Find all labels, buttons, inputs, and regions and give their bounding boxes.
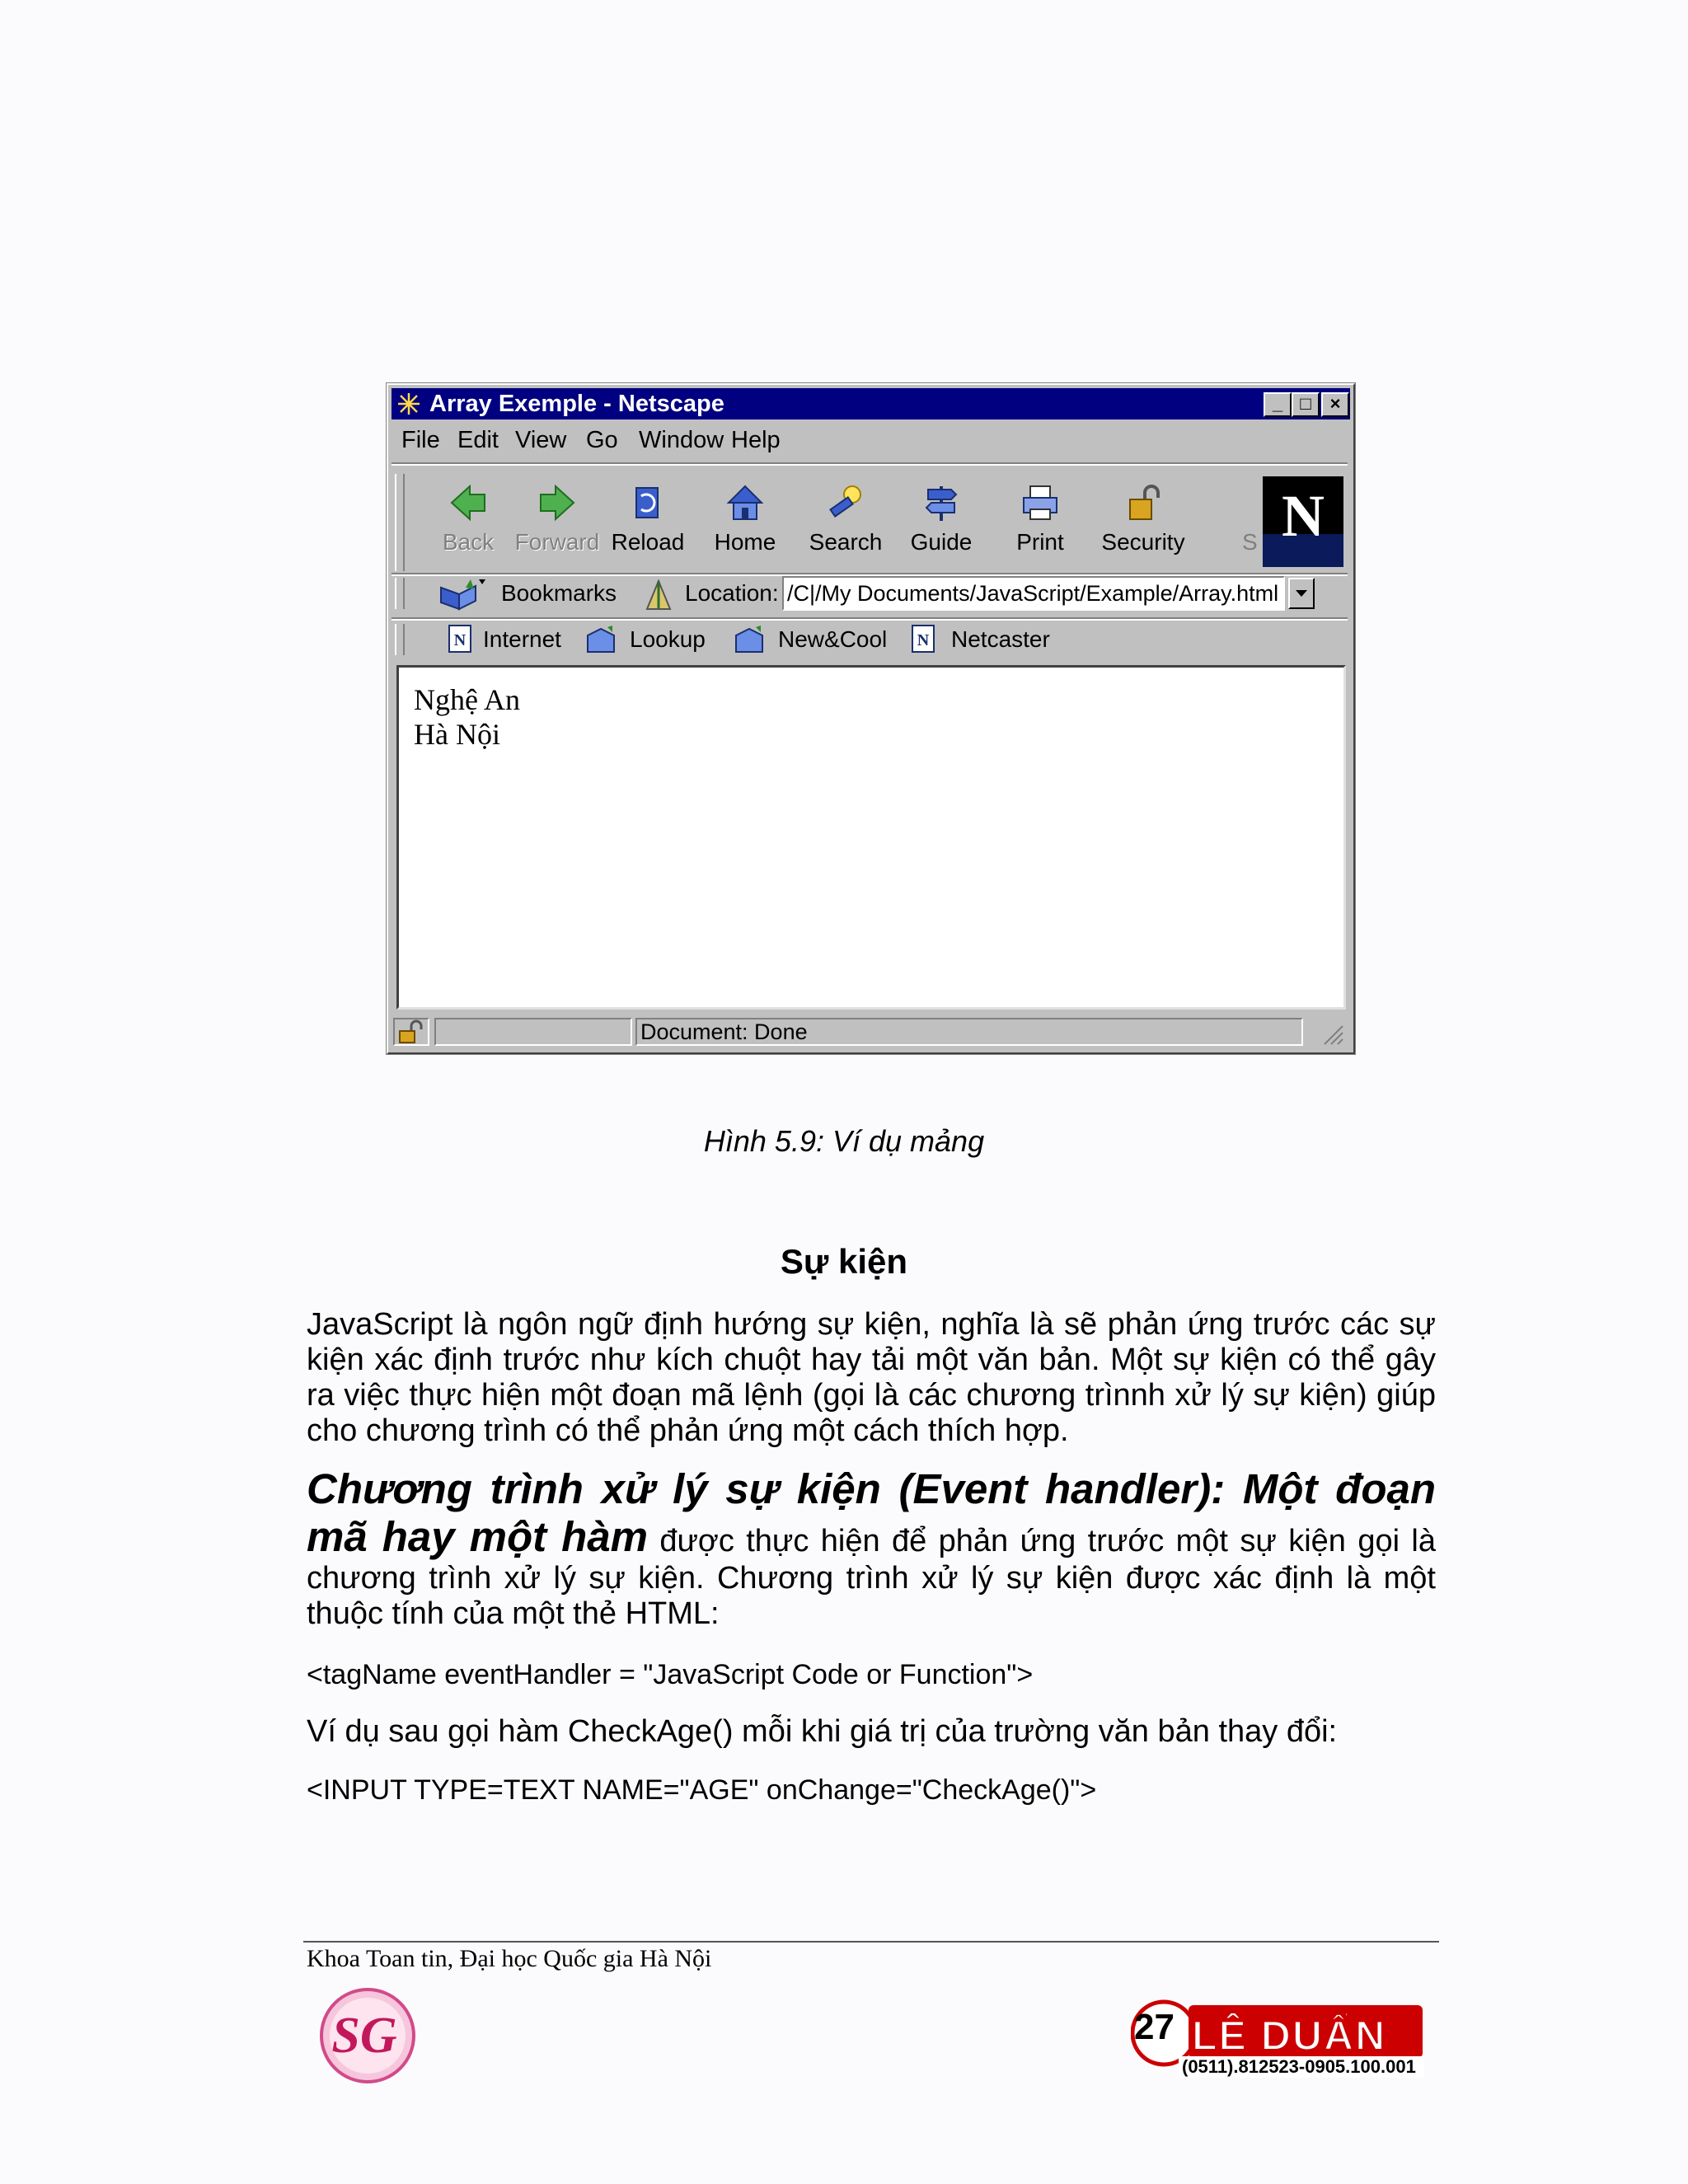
status-text-box	[635, 1018, 1303, 1046]
menu-go[interactable]: Go	[586, 427, 618, 453]
paragraph-event-handler	[307, 1465, 1436, 1632]
sg-logo	[316, 1986, 424, 2085]
security-status[interactable]	[393, 1018, 429, 1046]
print-button[interactable]	[1003, 480, 1077, 570]
home-icon	[722, 480, 768, 526]
figure-caption: Hình 5.9: Ví dụ mảng	[703, 1124, 985, 1158]
padlock-open-icon	[395, 1019, 428, 1044]
forward-label: Forward	[514, 529, 600, 555]
bookmarks-label[interactable]: Bookmarks	[501, 580, 617, 606]
svg-text:N: N	[453, 631, 467, 649]
security-button[interactable]	[1094, 480, 1193, 570]
location-input[interactable]: /C|/My Documents/JavaScript/Example/Array.html	[782, 576, 1285, 611]
netscape-n-logo-icon	[1263, 476, 1343, 567]
print-label: Print	[1016, 529, 1064, 555]
footer-text: Khoa Toan tin, Đại học Quốc gia Hà Nội	[307, 1945, 712, 1972]
logo-number: 27	[1134, 2007, 1175, 2047]
stop-button-partial[interactable]	[1242, 480, 1264, 570]
folder-icon	[584, 624, 617, 655]
status-text: Document: Done	[640, 1019, 808, 1044]
paragraph-intro: JavaScript là ngôn ngữ định hướng sự kiện, nghĩa là sẽ phản ứng trước các sự kiện xác định trước như kích chuột hay tải một văn bản. Một sự kiện có thể gây ra việc thực hiện một đoạn mã lệnh (gọi là các chương trìnnh xử lý sự kiện) giúp cho chương trình có thể phản ứng một cách thích hợp.	[307, 1307, 1436, 1448]
location-grip[interactable]	[395, 578, 405, 609]
menu-help[interactable]: Help	[731, 427, 781, 453]
netscape-window-screenshot	[387, 383, 1355, 1054]
page-content-area[interactable]	[396, 665, 1346, 1010]
guide-button[interactable]	[904, 480, 978, 570]
status-bar	[392, 1016, 1349, 1047]
menu-view[interactable]: View	[515, 427, 567, 453]
content-line: Hà Nội	[414, 718, 500, 751]
forward-arrow-icon	[534, 480, 580, 526]
code-syntax: <tagName eventHandler = "JavaScript Code or Function">	[307, 1659, 1034, 1690]
code-example: <INPUT TYPE=TEXT NAME="AGE" onChange="CheckAge()">	[307, 1774, 1097, 1806]
logo-name: LÊ DUẨN	[1192, 2013, 1387, 2059]
netscape-bookmark-icon	[909, 624, 937, 655]
maximize-button[interactable]: □	[1292, 392, 1320, 417]
content-line: Nghệ An	[414, 683, 520, 716]
logo-phone: (0511).812523-0905.100.001	[1182, 2056, 1416, 2077]
search-flashlight-icon	[823, 480, 869, 526]
toolbar-grip[interactable]	[395, 474, 405, 571]
netscape-logo[interactable]	[1263, 476, 1343, 567]
paragraph-example: Ví dụ sau gọi hàm CheckAge() mỗi khi giá trị của trường văn bản thay đổi:	[307, 1714, 1338, 1749]
logo-letter: N	[1282, 483, 1325, 549]
menu-bar	[395, 423, 1343, 456]
printer-icon	[1017, 480, 1063, 526]
progress-box	[434, 1018, 632, 1046]
svg-text:N: N	[917, 631, 930, 649]
security-label: Security	[1101, 529, 1185, 555]
location-label: Location:	[685, 580, 779, 606]
folder-icon	[733, 624, 766, 655]
reload-button[interactable]	[611, 480, 685, 570]
resize-grip-icon[interactable]	[1320, 1021, 1344, 1046]
personal-netcaster[interactable]: Netcaster	[951, 626, 1050, 652]
stop-label-partial: S	[1242, 529, 1258, 555]
location-page-proxy-icon[interactable]	[642, 578, 673, 611]
svg-text:SG: SG	[331, 2008, 397, 2064]
personal-toolbar-grip[interactable]	[395, 624, 405, 655]
title-bar	[392, 388, 1350, 419]
event-handler-heading: Chương trình xử lý sự kiện (Event handler): Một đoạn mã hay một hàm	[307, 1465, 1436, 1560]
window-title: Array Exemple - Netscape	[429, 391, 724, 417]
back-arrow-icon	[445, 480, 491, 526]
netscape-app-icon	[396, 391, 421, 416]
event-handler-text: được thực hiện để phản ứng trước một sự kiện gọi là chương trình xử lý sự kiện. Chương trình xử lý sự kiện được xác định là một thuộc tính của một thẻ HTML:	[307, 1524, 1436, 1631]
forward-button[interactable]	[512, 480, 603, 570]
personal-internet[interactable]: Internet	[483, 626, 561, 652]
le-duan-logo	[1131, 1999, 1426, 2081]
personal-newcool[interactable]: New&Cool	[778, 626, 888, 652]
menu-window[interactable]: Window	[639, 427, 724, 453]
home-button[interactable]	[708, 480, 782, 570]
bookmarks-icon[interactable]	[438, 576, 487, 611]
location-dropdown-button[interactable]	[1288, 578, 1315, 609]
back-label: Back	[442, 529, 495, 555]
reload-icon	[625, 480, 671, 526]
divider	[392, 462, 1348, 466]
search-button[interactable]	[804, 480, 887, 570]
home-label: Home	[714, 529, 776, 555]
guide-label: Guide	[910, 529, 973, 555]
padlock-icon	[1120, 480, 1166, 526]
netscape-bookmark-icon	[446, 624, 474, 655]
menu-file[interactable]: File	[401, 427, 440, 453]
divider	[392, 617, 1348, 621]
chevron-down-icon	[1290, 579, 1313, 607]
section-title: Sự kiện	[780, 1242, 908, 1281]
search-label: Search	[809, 529, 883, 555]
close-button[interactable]: ×	[1321, 392, 1349, 417]
minimize-button[interactable]: _	[1264, 392, 1292, 417]
back-button[interactable]	[431, 480, 505, 570]
menu-edit[interactable]: Edit	[457, 427, 499, 453]
footer-divider	[303, 1941, 1439, 1943]
guide-signpost-icon	[918, 480, 964, 526]
personal-lookup[interactable]: Lookup	[630, 626, 706, 652]
reload-label: Reload	[611, 529, 685, 555]
